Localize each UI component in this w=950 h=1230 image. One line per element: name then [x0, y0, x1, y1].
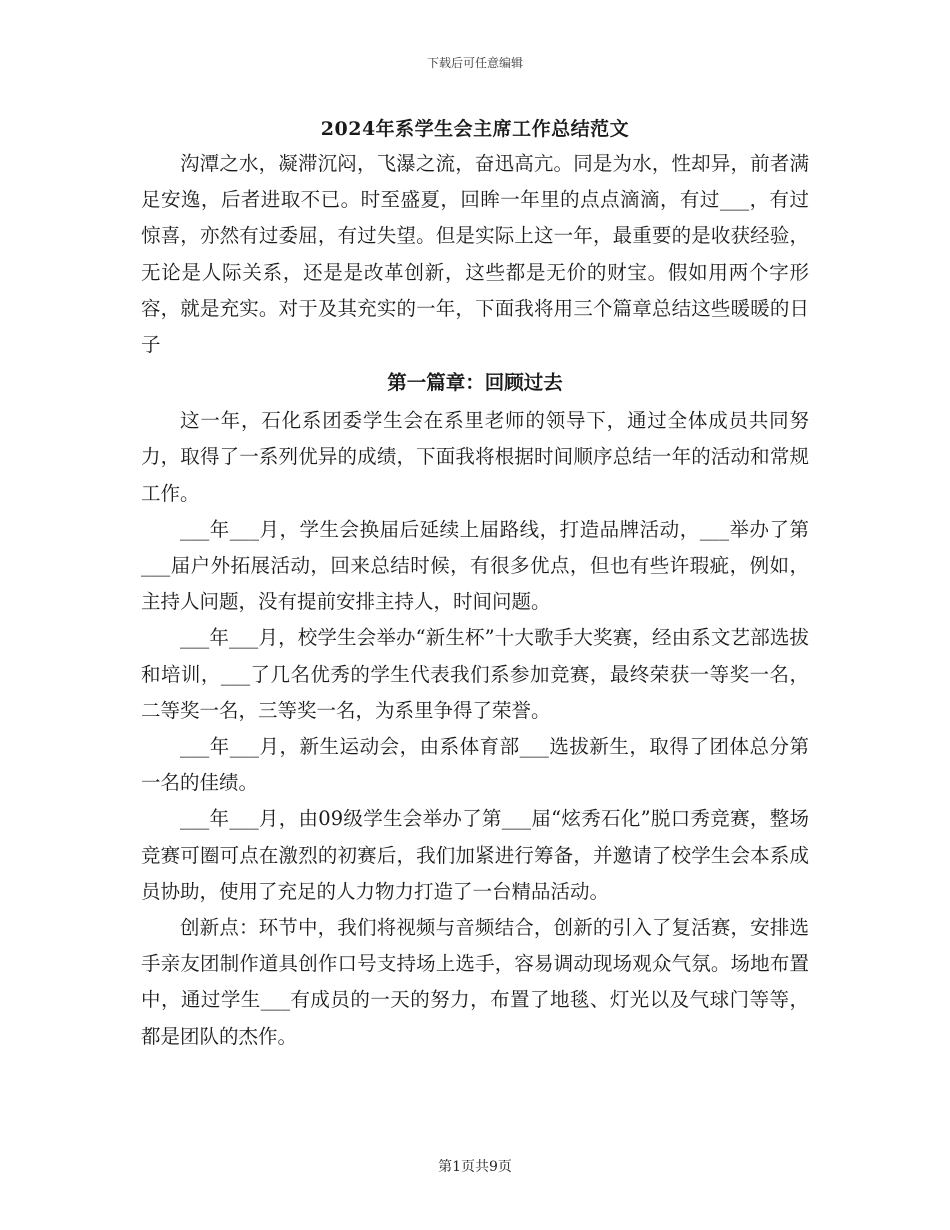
- body-paragraph: ___年___月，新生运动会，由系体育部___选拔新生，取得了团体总分第一名的佳绩。: [141, 735, 809, 795]
- body-paragraph: 这一年，石化系团委学生会在系里老师的领导下，通过全体成员共同努力，取得了一系列优异的成绩，下面我将根据时间顺序总结一年的活动和常规工作。: [141, 409, 809, 505]
- body-paragraph: 创新点：环节中，我们将视频与音频结合，创新的引入了复活赛，安排选手亲友团制作道具创作口号支持场上选手，容易调动现场观众气氛。场地布置中，通过学生___有成员的一天的努力，布置了地毯、灯光以及气球门等等，都是团队的杰作。: [141, 916, 809, 1048]
- body-paragraph: ___年___月，校学生会举办“新生杯”十大歌手大奖赛，经由系文艺部选拔和培训，___了几名优秀的学生代表我们系参加竞赛，最终荣获一等奖一名，二等奖一名，三等奖一名，为系里争得了荣誉。: [141, 626, 809, 722]
- page-number: 第1页共9页: [438, 1159, 512, 1175]
- body-paragraph: ___年___月，学生会换届后延续上届路线，打造品牌活动，___举办了第___届户外拓展活动，回来总结时候，有很多优点，但也有些许瑕疵，例如，主持人问题，没有提前安排主持人，时间问题。: [141, 517, 809, 614]
- body-paragraph: ___年___月，由09级学生会举办了第___届“炫秀石化”脱口秀竞赛，整场竞赛可圈可点在激烈的初赛后，我们加紧进行筹备，并邀请了校学生会本系成员协助，使用了充足的人力物力打造了一台精品活动。: [141, 807, 809, 903]
- section-heading: 第一篇章：回顾过去: [387, 371, 563, 395]
- document-title: 2024年系学生会主席工作总结范文: [320, 118, 630, 140]
- header-note: 下载后可任意编辑: [426, 56, 523, 70]
- intro-paragraph: 沟潭之水，凝滞沉闷，飞瀑之流，奋迅高亢。同是为水，性却异，前者满足安逸，后者进取不已。时至盛夏，回眸一年里的点点滴滴，有过___，有过惊喜，亦然有过委屈，有过失望。但是实际上这一年，最重要的是收获经验，无论是人际关系，还是是改革创新，这些都是无价的财宝。假如用两个字形容，就是充实。对于及其充实的一年，下面我将用三个篇章总结这些暖暖的日子: [141, 152, 809, 357]
- document-body: [141, 146, 809, 1055]
